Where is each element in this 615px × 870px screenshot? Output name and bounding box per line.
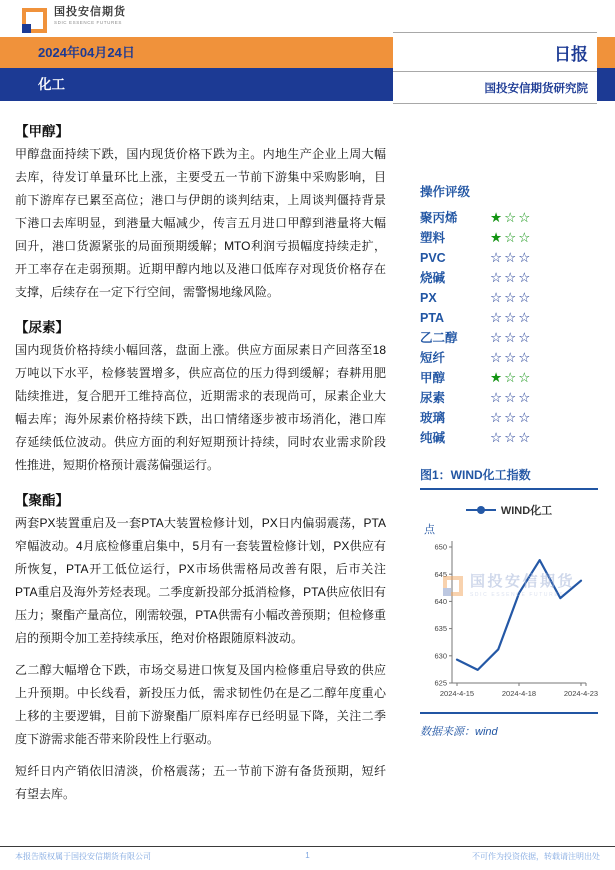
section-paragraph: 国内现货价格持续小幅回落，盘面上涨。供应方面尿素日产回落至18万吨以下水平，检修装置增多，供应高位的压力得到缓解；春耕用肥陆续推进，复合肥开工维持高位，近期需求的表现尚可，尿素企业大幅去库；海外尿素价格持续下跌，出口情绪逐步被市场消化，港口库存延续低位波动。供应方面的利好短期预计持续，同时农业需求阶段性推进，短期价格预计震荡偏强运行。 [15,343,386,472]
rating-label: 尿素 [420,391,446,405]
watermark-name: 国投安信期货 [469,573,575,590]
rating-label: 聚丙烯 [420,211,458,225]
rating-stars-icon: ☆☆☆ [490,430,533,445]
company-logo-icon [22,8,47,33]
report-category: 化工 [38,77,65,92]
chart-bottom-divider [420,712,598,714]
rating-stars-icon: ★☆☆ [490,230,533,245]
rating-row [420,268,598,288]
institute-row [393,72,597,104]
rating-row [420,368,598,388]
company-logo [22,7,126,33]
footer-divider [0,846,615,847]
report-section [15,489,386,806]
rating-stars-icon: ☆☆☆ [490,350,533,365]
report-section [15,120,386,304]
rating-row [420,228,598,248]
footer-copyright: 本报告版权属于国投安信期货有限公司 [15,852,151,861]
footer-page-number: 1 [305,851,310,860]
data-source: 数据来源：wind [420,726,498,738]
rating-stars-icon: ☆☆☆ [490,270,533,285]
report-type-box [393,32,597,104]
logo-blue-square [22,24,31,33]
logo-name: 国投安信期货 [54,6,126,18]
section-paragraph: 甲醇盘面持续下跌，国内现货价格下跌为主。内地生产企业上周大幅去库，待发订单量环比上涨，主要受五一节前下游集中采购影响，目前下游库存已累至高位；港口与伊朗的谈判结束，上周谈判僵持背景下港口去库明显，到港量大幅减少，传言五月进口甲醇到港量将大幅回升，港口货源紧张的局面预期缓解；MTO利润亏损幅度持续走扩，开工率存在走弱预期。近期甲醇内地以及港口低库存对现货价格存在支撑，后续存在一定下行空间，需警惕地缘风险。 [15,147,386,299]
rating-stars-icon: ☆☆☆ [490,390,533,405]
rating-row [420,428,598,448]
rating-stars-icon: ☆☆☆ [490,310,533,325]
rating-stars-icon: ★☆☆ [490,370,533,385]
institute-name: 国投安信期货研究院 [484,83,588,95]
y-axis-label: 点 [424,524,435,536]
rating-label: 甲醇 [420,371,446,385]
rating-stars-icon: ☆☆☆ [490,250,533,265]
section-paragraph: 乙二醇大幅增仓下跌，市场交易进口恢复及国内检修重启导致的供应上升预期。中长线看，新投压力低，需求韧性仍在是乙二醇年度重心上移的主要逻辑，目前下游聚酯厂原料库存已经明显下降，关注二季度下游需求能否带来阶段性上行驱动。 [15,663,386,746]
section-title: 【聚酯】 [15,493,69,508]
chart-legend [420,502,598,518]
report-body [15,112,386,818]
rating-label: 玻璃 [420,411,446,425]
rating-stars-icon: ★☆☆ [490,210,533,225]
rating-label: PTA [420,311,445,325]
rating-row [420,408,598,428]
rating-label: 纯碱 [420,431,446,445]
ratings-list [420,208,598,448]
svg-text:2024-4-23: 2024-4-23 [563,689,598,698]
legend-label: WIND化工 [500,505,553,517]
svg-text:2024-4-18: 2024-4-18 [501,689,537,698]
legend-marker-icon [466,505,496,515]
rating-label: PX [420,291,437,305]
svg-text:640: 640 [434,597,447,606]
report-type-row [393,33,597,72]
rating-stars-icon: ☆☆☆ [490,330,533,345]
rating-label: 乙二醇 [420,331,458,345]
watermark-subtitle: SDIC ESSENCE FUTURES [469,592,565,598]
section-paragraph: 短纤日内产销依旧清淡，价格震荡；五一节前下游有备货预期，短纤有望去库。 [15,764,386,801]
rating-row [420,308,598,328]
wind-chart [420,502,598,708]
section-title: 【甲醇】 [15,124,69,139]
logo-subtitle: SDIC ESSENCE FUTURES [54,20,123,25]
logo-text-block [54,7,126,26]
report-date: 2024年04月24日 [38,45,135,60]
svg-text:630: 630 [434,651,447,661]
rating-label: PVC [420,251,446,265]
rating-stars-icon: ☆☆☆ [490,410,533,425]
rating-label: 短纤 [420,351,446,365]
line-chart-canvas [420,537,598,703]
rating-label: 烧碱 [420,271,446,285]
ratings-title: 操作评级 [420,185,471,199]
rating-row [420,248,598,268]
svg-text:635: 635 [434,624,447,634]
footer-disclaimer: 不可作为投资依据，转载请注明出处 [472,852,600,861]
svg-text:645: 645 [434,569,447,579]
rating-row [420,348,598,368]
section-paragraph: 两套PX装置重启及一套PTA大装置检修计划，PX日内偏弱震荡，PTA窄幅波动。4月底检修重启集中，5月有一套装置检修计划，PX供应有所恢复，PTA开工低位运行，PX市场供需格局改善有限，后市关注PTA重启及海外芳烃表现。二季度新投部分抵消检修，PTA供应依旧有压力；聚酯产量高位，刚需较强，PTA供需有小幅改善预期；但检修重启的预期令加工差持续承压，绝对价格跟随原料波动。 [15,516,386,645]
sidebar [420,182,598,739]
svg-text:625: 625 [434,678,447,688]
svg-text:2024-4-15: 2024-4-15 [439,689,475,698]
rating-stars-icon: ☆☆☆ [490,290,533,305]
figure-title: 图1：WIND化工指数 [420,466,598,490]
rating-row [420,388,598,408]
report-section [15,316,386,477]
rating-row [420,208,598,228]
rating-label: 塑料 [420,231,446,245]
report-type: 日报 [554,44,588,64]
rating-row [420,288,598,308]
rating-row [420,328,598,348]
svg-text:650: 650 [434,542,447,552]
section-title: 【尿素】 [15,320,69,335]
